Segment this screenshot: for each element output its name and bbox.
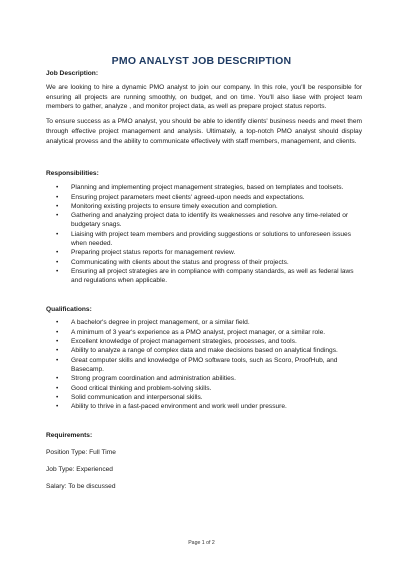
list-item: • Good critical thinking and problem-solving skills. xyxy=(46,384,362,393)
responsibilities-heading: Responsibilities: xyxy=(46,170,99,178)
list-item: • Ability to analyze a range of complex data and make decisions based on analytical findings. xyxy=(46,346,362,355)
salary-line: Salary: To be discussed xyxy=(46,483,116,491)
list-item: • A minimum of 3 year's experience as a PMO analyst, project manager, or a similar role. xyxy=(46,328,362,337)
job-description-heading: Job Description: xyxy=(46,70,99,77)
list-item: • A bachelor's degree in project management, or a similar field. xyxy=(46,318,362,327)
job-description-paragraph: To ensure success as a PMO analyst, you should be able to identify clients' business needs and meet them through effective project management and analysis. Ultimately, a top-notch PMO analyst should display analytical provess and the ability to communicate effectively with staff members, management, and clients. xyxy=(46,118,362,145)
list-item: • Monitoring existing projects to ensure timely execution and completion. xyxy=(46,202,362,211)
list-item: • Ensuring project parameters meet clients' agreed-upon needs and expectations. xyxy=(46,193,362,202)
requirements-heading: Requirements: xyxy=(46,432,93,440)
responsibilities-list xyxy=(46,183,362,285)
list-item: • Communicating with clients about the status and progress of their projects. xyxy=(46,258,362,267)
list-item: • Liaising with project team members and providing suggestions or solutions to unforeseen issues when needed. xyxy=(46,230,362,249)
list-item: • Planning and implementing project management strategies, based on templates and toolsets. xyxy=(46,183,362,192)
position-type-line: Position Type: Full Time xyxy=(46,449,116,457)
document-title: PMO ANALYST JOB DESCRIPTION xyxy=(111,55,292,67)
list-item: • Gathering and analyzing project data to identify its weaknesses and resolve any time-related or budgetary snags. xyxy=(46,211,362,230)
qualifications-list xyxy=(46,318,362,411)
list-item: • Strong program coordination and administration abilities. xyxy=(46,374,362,383)
list-item: • Ability to thrive in a fast-paced environment and work well under pressure. xyxy=(46,402,362,411)
document-body xyxy=(46,69,362,491)
job-type-line: Job Type: Experienced xyxy=(46,466,113,474)
qualifications-heading: Qualifications: xyxy=(46,306,92,314)
list-item: • Solid communication and interpersonal skills. xyxy=(46,393,362,402)
list-item: • Excellent knowledge of project management strategies, processes, and tools. xyxy=(46,337,362,346)
list-item: • Great computer skills and knowledge of PMO software tools, such as Scoro, ProofHub, and Basecamp. xyxy=(46,356,362,375)
list-item: • Ensuring all project strategies are in compliance with company standards, as well as federal laws and regulations when applicable. xyxy=(46,267,362,286)
list-item: • Preparing project status reports for management review. xyxy=(46,248,362,257)
page-number: Page 1 of 2 xyxy=(188,540,215,546)
job-description-paragraph: We are looking to hire a dynamic PMO analyst to join our company. In this role, you'll be responsible for ensuring all projects are running smoothly, on budget, and on time. You'll also liase with project team members to gather, analyze , and monitor project data, as well as prepare project status reports. xyxy=(46,84,362,111)
